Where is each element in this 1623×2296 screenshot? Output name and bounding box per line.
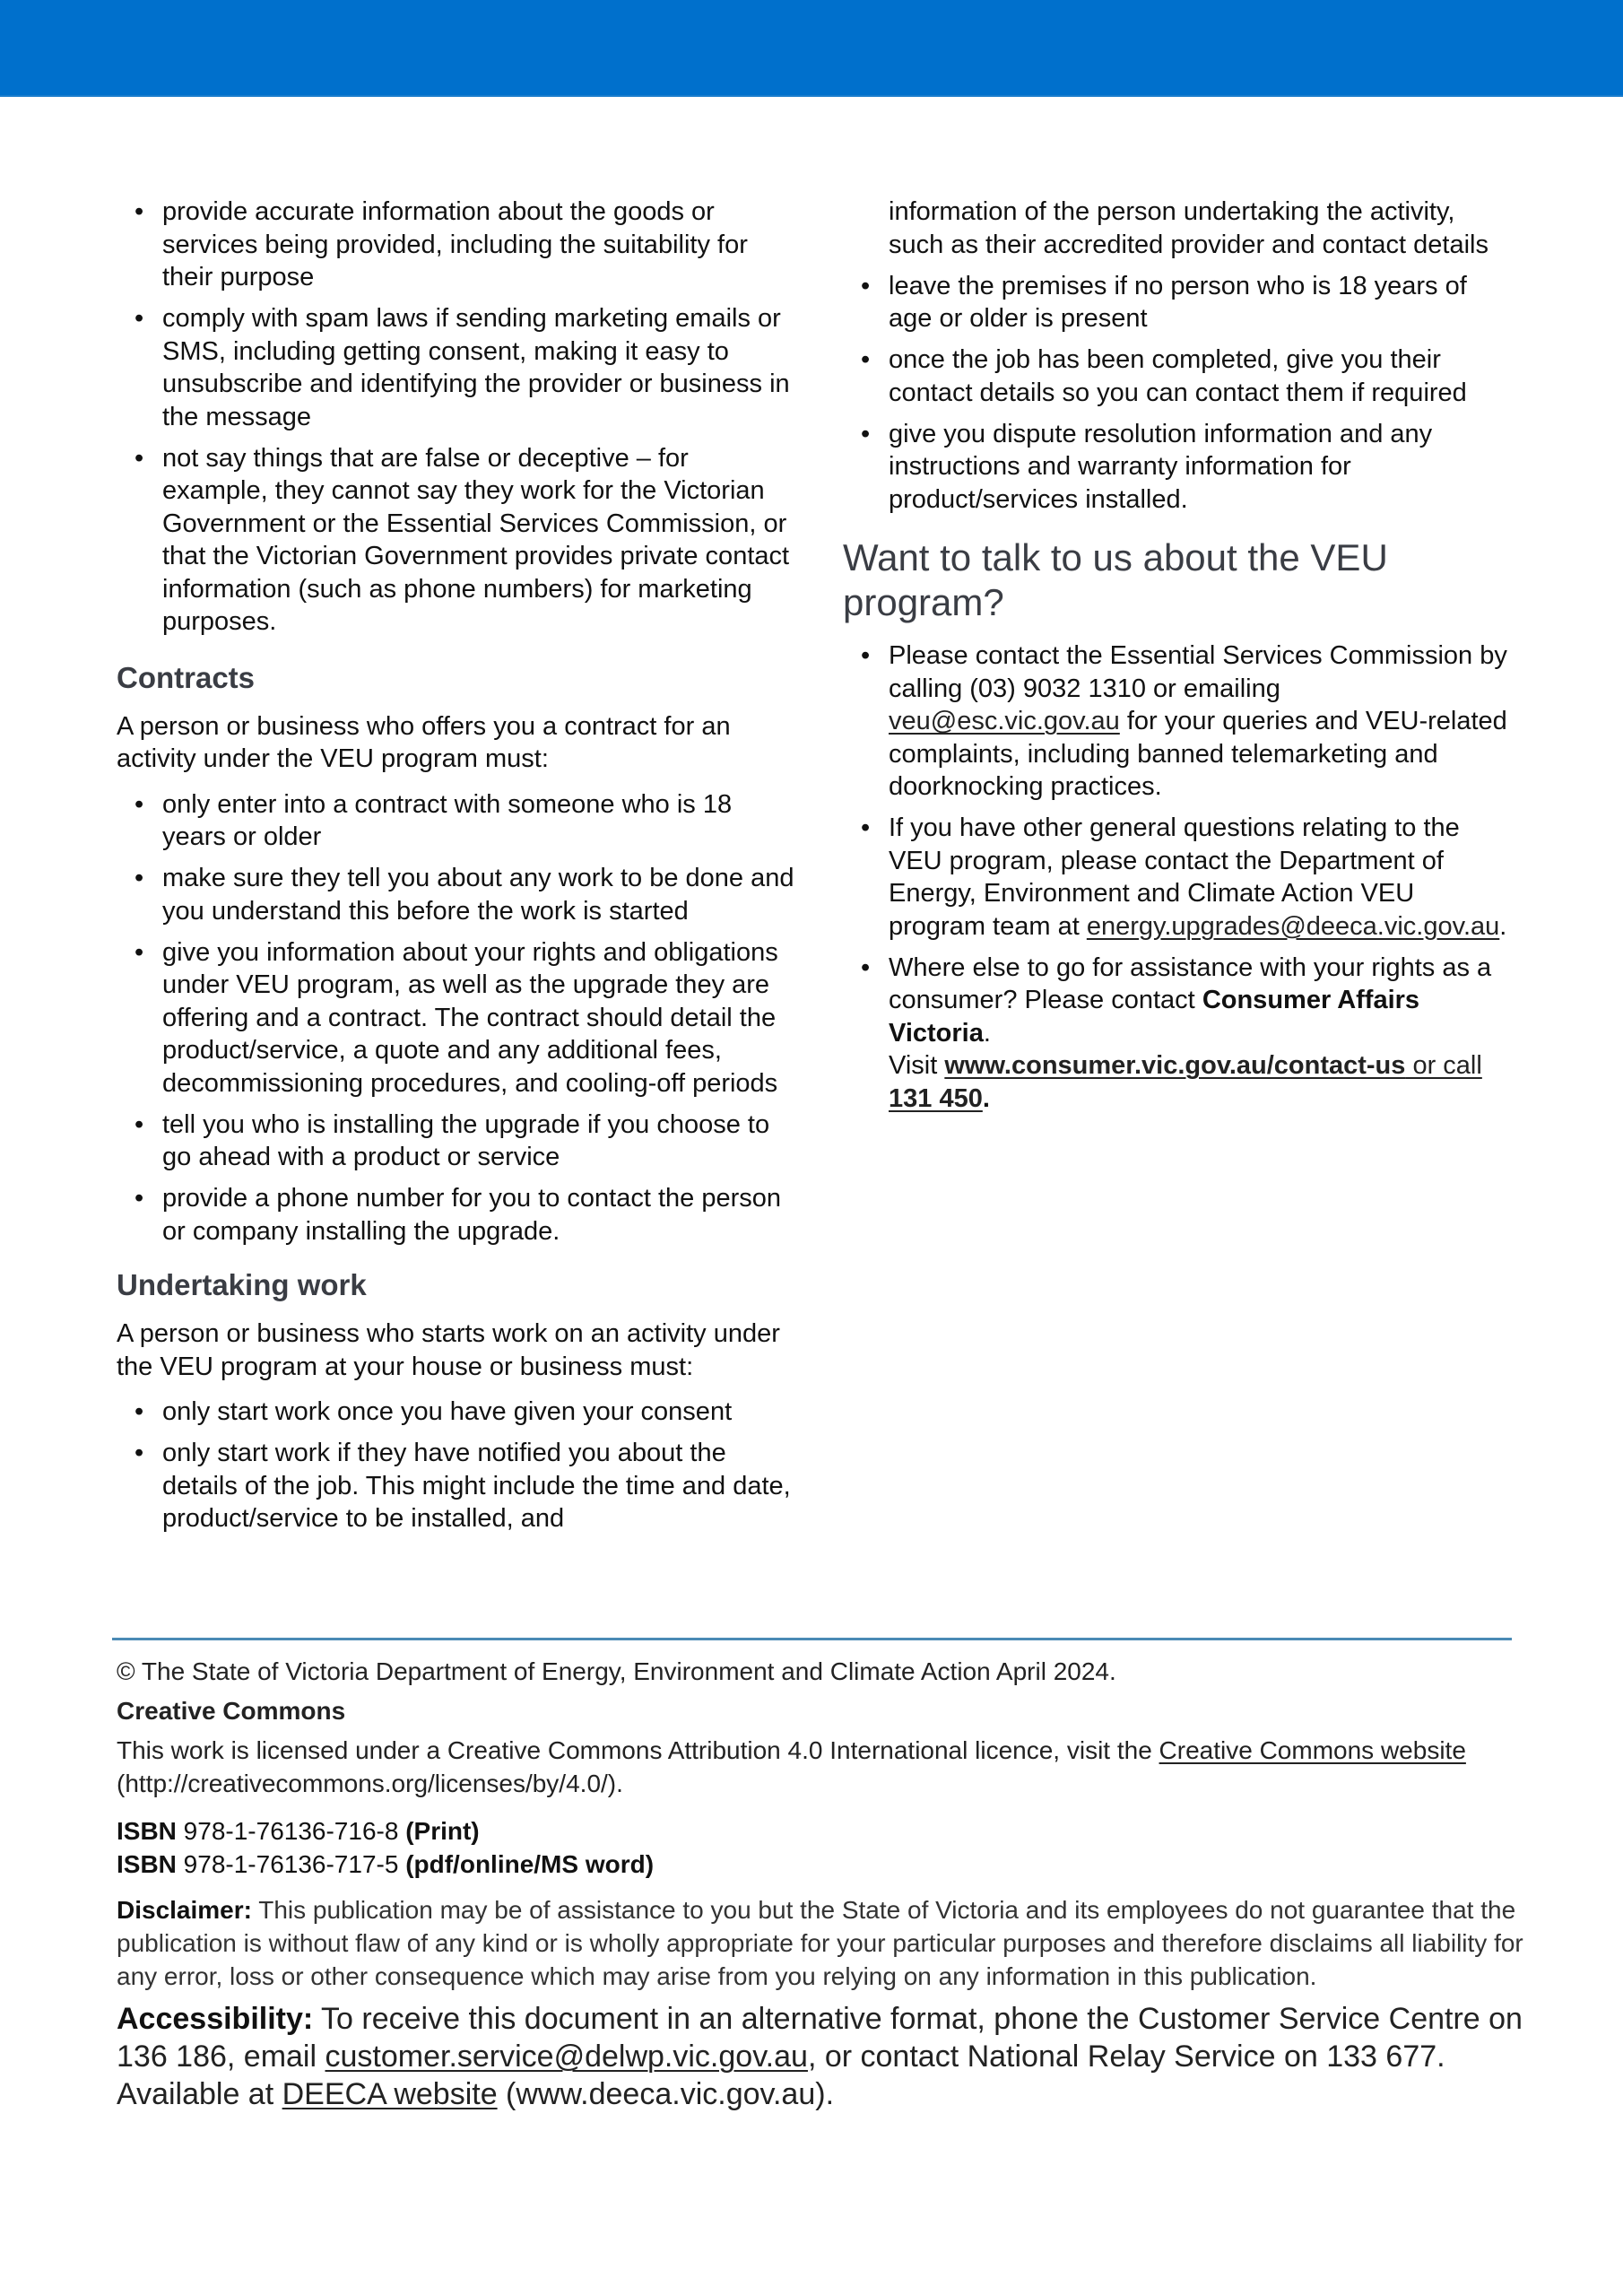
deeca-email-link[interactable]: energy.upgrades@deeca.vic.gov.au [1086,911,1500,941]
disclaimer-text: Disclaimer: This publication may be of assistance to you but the State of Victoria and its employees do not guarantee that the publication is without flaw of any kind or is wholly appropriate for your particular purposes and therefore disclaims all liability for any error, loss or other consequence which may arise from you relying on any information in this publication. [117,1896,1523,1990]
deeca-website-link[interactable]: DEECA website [282,2077,498,2111]
bullet-icon: • [135,443,144,473]
footer-divider [112,1638,1512,1640]
contracts-intro: A person or business who offers you a contract for an activity under the VEU program must: [117,711,731,773]
list-item: • comply with spam laws if sending marketing emails or SMS, including getting consent, making it easy to unsubscribe and identifying the provider or business in the message [135,304,790,431]
bullet-icon: • [135,1439,144,1467]
list-item: • provide accurate information about the goods or services being provided, including the suitability for their purpose [135,197,748,291]
isbn-block: ISBN 978-1-76136-716-8 (Print) ISBN 978-1-76136-717-5 (pdf/online/MS word) [117,1817,655,1878]
list-item: • provide a phone number for you to contact the person or company installing the upgrade. [135,1184,781,1246]
list-item: • only start work if they have notified you about the details of the job. This might include the time and date, product/service to be installed, and [135,1439,791,1533]
contracts-heading: Contracts [117,660,256,694]
bullet-icon: • [135,1397,144,1426]
bullet-icon: • [135,1109,144,1139]
list-item: • make sure they tell you about any work to be done and you understand this before the work is started [135,864,794,926]
list-item-deeca: • If you have other general questions relating to the VEU program, please contact the Department of Energy, Environment and Climate Action VEU program team at energy.upgrades@deeca.vic.gov.au. [861,813,1507,941]
list-item: • tell you who is installing the upgrade if you choose to go ahead with a product or service [135,1109,770,1171]
customer-service-email-link[interactable]: customer.service@delwp.vic.gov.au [325,2039,808,2074]
list-item: • only enter into a contract with someone who is 18 years or older [135,789,733,851]
creative-commons-link[interactable]: Creative Commons website [1159,1736,1466,1764]
header-bar [0,0,1623,97]
accessibility-text: Accessibility: To receive this document in an alternative format, phone the Customer Service Centre on 136 186, email customer.service@delwp.vic.gov.au, or contact National Relay Service on 133 677. Available at DEECA website (www.deeca.vic.gov.au). [117,2002,1523,2111]
creative-commons-text: This work is licensed under a Creative Commons Attribution 4.0 International licence, visit the Creative Commons website (http://creativecommons.org/licenses/by/4.0/). [117,1736,1466,1797]
list-item: • not say things that are false or deceptive – for example, they cannot say they work for the Victorian Government or the Essential Services Commission, or that the Victorian Government provides private contact information (such as phone numbers) for marketing purposes. [135,443,790,636]
bullet-icon: • [861,813,871,842]
bullet-icon: • [861,419,871,448]
list-item: • only start work once you have given your consent [117,1396,798,1429]
contact-list [843,639,1515,1115]
list-item: • give you dispute resolution information and any instructions and warranty information for product/services installed. [861,419,1433,514]
list-item-continued: information of the person undertaking the activity, such as their accredited provider and contact details [889,197,1488,259]
creative-commons-heading: Creative Commons [117,1697,346,1725]
footer [117,1655,1524,2113]
undertaking-work-intro: A person or business who starts work on an activity under the VEU program at your house or business must: [117,1319,780,1381]
contact-heading: Want to talk to us about the VEU program? [843,536,1388,623]
bullet-icon: • [861,641,871,670]
bullet-icon: • [861,345,871,374]
list-item: • give you information about your rights and obligations under VEU program, as well as the upgrade they are offering and a contract. The contract should detail the product/service, a quote and any additional fees, decommissioning procedures, and cooling-off periods [135,937,778,1098]
list-item: • leave the premises if no person who is 18 years of age or older is present [861,271,1467,333]
bullet-icon: • [135,937,144,967]
bullet-icon: • [135,304,144,333]
esc-email-link[interactable]: veu@esc.vic.gov.au [889,707,1120,735]
left-column [117,196,798,1544]
undertaking-work-heading: Undertaking work [117,1268,367,1301]
bullet-icon: • [135,789,144,819]
list-item: • once the job has been completed, give you their contact details so you can contact them if required [861,345,1467,407]
bullet-icon: • [861,952,871,982]
undertaking-work-list [117,1396,798,1535]
copyright-text: © The State of Victoria Department of Energy, Environment and Climate Action April 2024. [117,1657,1116,1685]
list-item-cav: • Where else to go for assistance with your rights as a consumer? Please contact Consumer Affairs Victoria. Visit www.consumer.vic.gov.au/contact-us or call 131 450. [861,952,1492,1113]
undertaking-work-list-continued [843,196,1515,516]
contracts-list [117,788,798,1248]
bullet-icon: • [135,864,144,892]
bullet-icon: • [135,197,144,226]
cav-org-name: Consumer Affairs Victoria [889,986,1420,1048]
bullet-icon: • [861,271,871,300]
bullet-icon: • [135,1184,144,1213]
obligations-list [117,196,798,639]
right-column [843,196,1515,1124]
cav-url-link[interactable]: www.consumer.vic.gov.au/contact-us or call 131 450 [889,1051,1482,1113]
list-item-esc: • Please contact the Essential Services Commission by calling (03) 9032 1310 or emailing veu@esc.vic.gov.au for your queries and VEU-related complaints, including banned telemarketing and doorknocking practices. [861,641,1507,801]
